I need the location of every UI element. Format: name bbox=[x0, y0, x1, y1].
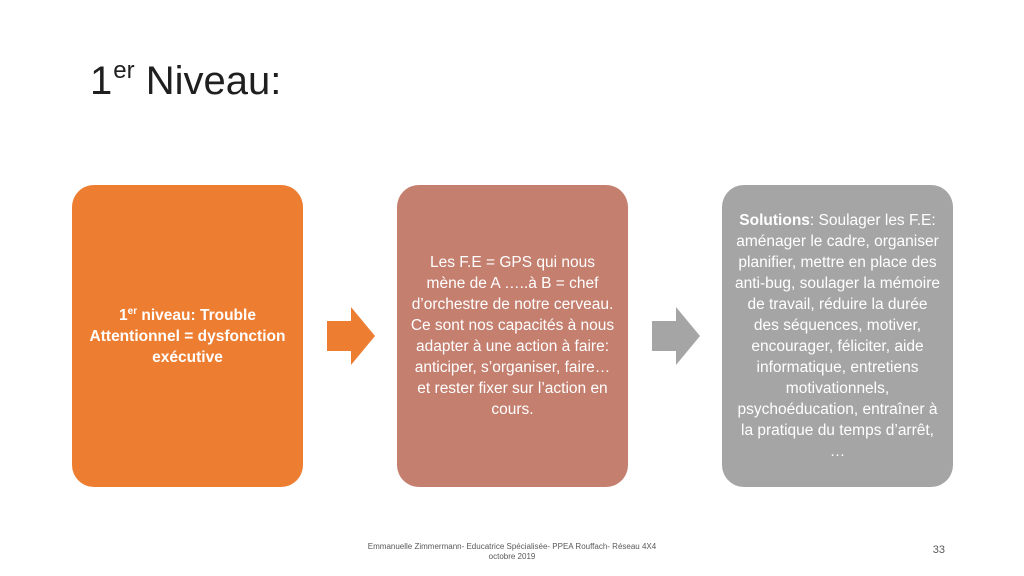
arrow-right-icon bbox=[652, 307, 700, 365]
box-3-text: : Soulager les F.E: aménager le cadre, organiser planifier, mettre en place des anti-bug, soulager la mémoire de travail, réduire la durée des séquences, motiver, encourager, féliciter, aide informatique, entretiens motivationnels, psychoéducation, entraîner à la pratique du temps d’arrêt, … bbox=[734, 212, 941, 460]
box-1-number: 1 bbox=[119, 306, 128, 324]
box-3-content bbox=[734, 210, 941, 462]
box-1-content bbox=[84, 305, 291, 368]
box-3-lead: Solutions bbox=[739, 212, 810, 229]
box-trouble-attentionnel bbox=[72, 185, 303, 487]
footer-line-2: octobre 2019 bbox=[488, 552, 536, 561]
box-1-text: niveau: Trouble Attentionnel = dysfonction exécutive bbox=[89, 306, 286, 366]
box-2-text: Les F.E = GPS qui nous mène de A …..à B = chef d’orchestre de notre cerveau. Ce sont nos capacités à nous adapter à une action à faire: anticiper, s’organiser, faire… et rester fixer sur l’action en cours. bbox=[410, 254, 615, 418]
slide-title bbox=[90, 58, 281, 103]
box-fonctions-executives bbox=[397, 185, 628, 487]
arrow-1-shape bbox=[327, 307, 375, 365]
box-1-superscript: er bbox=[127, 305, 138, 317]
title-number: 1 bbox=[90, 59, 113, 103]
arrow-2-shape bbox=[652, 307, 700, 365]
slide-footer bbox=[330, 542, 694, 562]
arrow-right-icon bbox=[327, 307, 375, 365]
title-superscript: er bbox=[113, 57, 135, 84]
title-text: Niveau: bbox=[145, 59, 282, 103]
box-solutions bbox=[722, 185, 953, 487]
page-number: 33 bbox=[932, 544, 945, 556]
footer-line-1: Emmanuelle Zimmermann- Educatrice Spécialisée- PPEA Rouffach- Réseau 4X4 bbox=[367, 542, 657, 551]
